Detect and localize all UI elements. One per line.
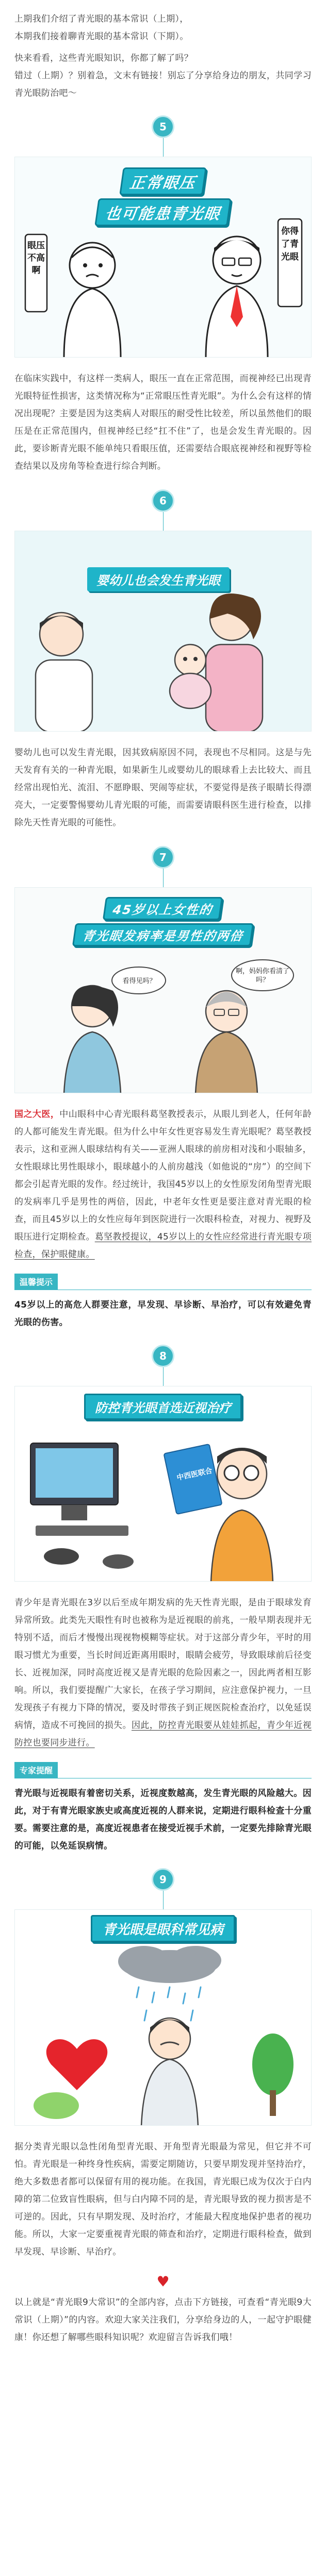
section-5-badge-wrap [14,115,312,157]
badge-connector [163,869,164,887]
section-6-paragraph: 婴幼儿也可以发生青光眼，因其致病原因不同，表现也不尽相同。这是与先天发育有关的一种青光眼，如果新生儿或婴幼儿的眼球看上去比较大、而且经常出现怕光、流泪、不愿睁眼、哭闹等症状，不要觉得是孩子眼睛长得漂亮大，一定要警惕婴幼儿青光眼的可能，而需要请眼科医生进行检查，以排除先天性青光眼的可能性。 [14,748,312,828]
section-8-tail: 因此，防控青光眼要从娃娃抓起，青少年近视防控也要同步进行。 [14,1720,312,1748]
section-5-paragraph: 在临床实践中，有这样一类病人，眼压一直在正常范围，而视神经已出现青光眼特征性损害，这类情况称为“正常眼压性青光眼”。为什么会有这样的情况出现呢？主要是因为这类病人对眼压的耐受性比较差，所以虽然他们的眼压是在正常范围内，但视神经已经“扛不住”了，也是会发生青光眼的。因此，要诊断青光眼不能单纯只看眼压值，还需要结合眼底视神经和视野等检查结果以及房角等检查进行综合判断。 [14,374,312,471]
section-5-illustration [14,157,312,358]
tip-2-text: 青光眼与近视眼有着密切关系，近视度数越高，发生青光眼的风险越大。因此，对于有青光眼家族史或高度近视的人群来说，定期进行眼科检查十分重要。需要注意的是，高度近视患者在接受近视手术前，一定要先排除青光眼的可能，以免延误病情。 [14,1788,312,1851]
section-7-body: 中山眼科中心青光眼科葛坚教授表示，从眼儿到老人，任何年龄的人都可能发生青光眼。但为什么中年女性更容易发生青光眼呢？葛坚教授表示，这和亚洲人眼球结构有关——亚洲人眼球的前房相对浅和小眼轴多，女性眼球比男性眼球小，眼球越小的人前房越浅（如他说的“房”）的空间下都会引起青光眼的发作。经过统计，我国45岁以上的女性原发闭角型青光眼的发病率几乎是男性的两倍，因此，中老年女性更是要注意对青光眼的检查，而且45岁以上的女性应每年到医院进行一次眼科检查，对视力、视野及眼压进行定期检查。 [14,1109,312,1242]
outro-text: 以上就是“青光眼9大常识”的全部内容，点击下方链接，可查看“青光眼9大常识（上期）”的内容。欢迎大家关注我们，分享给身边的人，一起守护眼健康！你还想了解哪些眼科知识呢？欢迎留言告诉我们哦！ [14,2297,312,2343]
section-6-illustration [14,531,312,732]
bubble-old-text: 啊，妈妈你看清了吗？ [235,968,289,984]
bubble-young-text: 看得见吗？ [122,977,156,985]
section-7-paragraph [14,1106,312,1263]
section-7-title: 45岁以上女性的 青光眼发病率是男性的两倍 [15,894,311,950]
outro [14,2274,312,2346]
section-8-number: 8 [152,1345,174,1367]
intro-line-3: 快来看看，这些青光眼知识，你都了解了吗？ [14,53,193,63]
section-5-title: 正常眼压 也可能患青光眼 [15,164,311,229]
badge-connector [163,138,164,157]
intro-line-4: 错过（上期）？别着急，文末有链接！别忘了分享给身边的朋友，共同学习青光眼防治吧～ [14,71,312,98]
tip-2-title: 专家提醒 [14,1762,58,1778]
section-8-title: 防控青光眼首选近视治疗 [15,1394,311,1420]
section-8-paragraph [14,1594,312,1752]
rain-heart-drawing [15,1910,312,2126]
section-6-number: 6 [152,489,174,512]
section-6-title: 婴幼儿也会发生青光眼 [87,567,230,591]
section-7-illustration [14,887,312,1093]
doctor-patient-drawing [15,157,312,358]
section-8-body: 青少年是青光眼在3岁以后至成年期发病的先天性青光眼，是由于眼球发育异常所致。此类先天眼性有时也被称为是近视眼的前兆，一般早期表现并无特别不适，而后才慢慢出现视物模糊等症状。对于这部分青少年，平时的用眼习惯尤为重要，当长时间近距离用眼时，眼睛会疲劳，导致眼球前后径变长、近视加深，同时高度近视又是青光眼的危险因素之一，因此两者相互影响。所以，我们要提醒广大家长，在孩子学习期间，应注意保护视力，一旦发现孩子有视力下降的情况，要及时带孩子到正规医院检查治疗，以免延误病情，造成不可挽回的损失。 [14,1598,312,1731]
section-7-tail: 葛坚教授提议，45岁以上的女性应经常进行青光眼专项检查，保护眼健康。 [14,1232,312,1260]
bubble-right-text: 你得了青光眼 [281,226,299,262]
tip-1-text: 45岁以上的高危人群要注意，早发现、早诊断、早治疗，可以有效避免青光眼的伤害。 [14,1300,312,1328]
heart-icon: ♥ [156,2273,170,2290]
section-9-number: 9 [152,1868,174,1891]
kid-computer-drawing [15,1386,312,1582]
section-7-lead: 国之大医， [14,1109,60,1120]
section-9-badge-wrap [14,1868,312,1909]
book-label: 中西医联合 [176,1466,214,1483]
section-9-paragraph: 据分类青光眼以急性闭角型青光眼、开角型青光眼最为常见，但它并不可怕。青光眼是一种终身性疾病，需要定期随访，只要早期发现并坚持治疗，绝大多数患者都可以保留有用的视功能。在我国，青光眼已成为仅次于白内障的第二位致盲性眼病，但与白内障不同的是，青光眼导致的视力损害是不可逆的。因此，只有早期发现、及时治疗，才能最大程度地保护患者的视功能。所以，大家一定要重视青光眼的筛查和治疗，定期进行眼科检查，做到早发现、早诊断、早治疗。 [14,2142,312,2257]
section-9-title: 青光眼是眼科常见病 [15,1915,311,1942]
intro [14,0,312,102]
tip-1-title: 温馨提示 [14,1274,58,1290]
section-7-badge-wrap [14,846,312,887]
tip-1 [14,1274,312,1331]
badge-connector [163,1891,164,1909]
section-8-illustration [14,1386,312,1582]
section-5-number: 5 [152,115,174,138]
section-8-badge-wrap [14,1345,312,1386]
bubble-left-text: 眼压不高啊 [27,241,45,276]
daughter-mother-drawing [15,888,312,1093]
tip-2 [14,1762,312,1855]
section-9-illustration [14,1909,312,2126]
badge-connector [163,512,164,531]
intro-line-1: 上期我们介绍了青光眼的基本常识（上期）， [14,14,189,24]
doctor-mother-baby-drawing [15,531,312,732]
badge-connector [163,1367,164,1386]
section-7-number: 7 [152,846,174,869]
section-6-badge-wrap [14,489,312,531]
intro-line-2: 本期我们接着聊青光眼的基本常识（下期）。 [14,31,189,42]
